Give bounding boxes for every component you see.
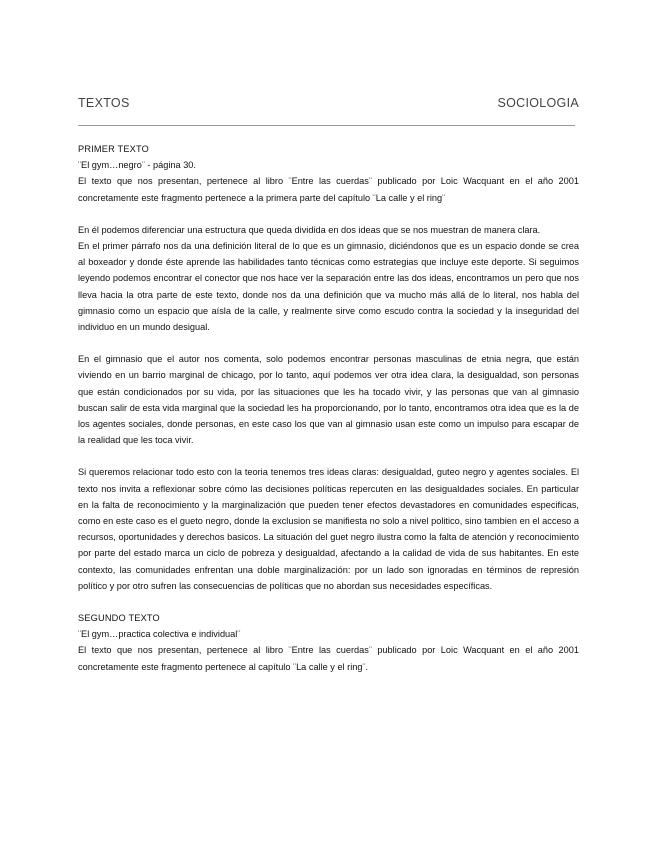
- section1-paragraph-1: En él podemos diferenciar una estructura que queda dividida en dos ideas que se nos muestran de manera clara.: [78, 224, 541, 235]
- paragraph-gap: [78, 594, 579, 610]
- section1-paragraph-2: En el primer párrafo nos da una definición literal de lo que es un gimnasio, diciéndonos que es un espacio donde se crea al boxeador y donde éste aprende las habilidades tanto técnicas como estrategias que incluye este deporte. Si seguimos leyendo podemos encontrar el conector que nos hace ver la separación entre las dos ideas, encontramos un pero que nos lleva hacia la otra parte de este texto, donde nos da una definición que va mucho más allá de lo literal, nos habla del gimnasio como un espacio que aísla de la calle, y realmente sirve como escudo contra la sociedad y la inseguridad del individuo en un mundo desigual.: [78, 241, 579, 333]
- page-header: [78, 96, 579, 114]
- document-body: [78, 141, 579, 675]
- paragraph-gap: [78, 448, 579, 464]
- header-right-title: SOCIOLOGIA: [497, 96, 579, 110]
- section2-title: SEGUNDO TEXTO: [78, 613, 160, 624]
- header-divider: [78, 125, 575, 126]
- header-left-title: TEXTOS: [78, 96, 130, 110]
- section1-subtitle: ¨El gym…negro¨ - página 30.: [78, 160, 196, 171]
- section2-subtitle: ¨El gym…practica colectiva e individual¨: [78, 629, 241, 640]
- section2-intro-paragraph: El texto que nos presentan, pertenece al libro ¨Entre las cuerdas¨ publicado por Loic Wacquant en el año 2001 concretamente este fragmento pertenece al capítulo ¨La calle y el ring¨.: [78, 645, 579, 672]
- section1-paragraph-4: Si queremos relacionar todo esto con la teoria tenemos tres ideas claras: desigualdad, guteo negro y agentes sociales. El texto nos invita a reflexionar sobre cómo las decisiones políticas repercuten en las desigualdades sociales. En particular en la falta de reconocimiento y la marginalización que pueden tener efectos devastadores en comunidades especificas, como en este caso es el gueto negro, donde la exclusion se manifiesta no solo a nivel politico, sino tambien en el acceso a recursos, oportunidades y derechos basicos. La situación del guet negro ilustra como la falta de atención y reconocimiento por parte del estado marca un ciclo de pobreza y desigualdad, afectando a la calidad de vida de sus habitantes. En este contexto, las comunidades enfrentan una doble marginalización: por un lado son ignoradas en términos de represión político y por otro sufren las consecuencias de políticas que no abordan sus necesidades específicas.: [78, 467, 579, 591]
- paragraph-gap: [78, 335, 579, 351]
- section1-paragraph-3: En el gimnasio que el autor nos comenta, solo podemos encontrar personas masculinas de etnia negra, que están viviendo en un barrio marginal de chicago, por lo tanto, aquí podemos ver otra idea clara, la desigualdad, son personas que están condicionados por su vida, por las situaciones que les ha tocado vivir, y las personas que van al gimnasio buscan salir de esta vida marginal que la sociedad les ha proporcionando, por lo tanto, encontramos otra idea que es la de los agentes sociales, donde personas, en este caso los que van al gimnasio usan este como un impulso para escapar de la realidad que les toca vivir.: [78, 354, 579, 446]
- paragraph-gap: [78, 206, 579, 222]
- section1-title: PRIMER TEXTO: [78, 144, 149, 154]
- section1-intro-paragraph: El texto que nos presentan, pertenece al libro ¨Entre las cuerdas¨ publicado por Loic Wacquant en el año 2001 concretamente este fragmento pertenece a la primera parte del capítulo ¨La calle y el ring¨: [78, 176, 579, 203]
